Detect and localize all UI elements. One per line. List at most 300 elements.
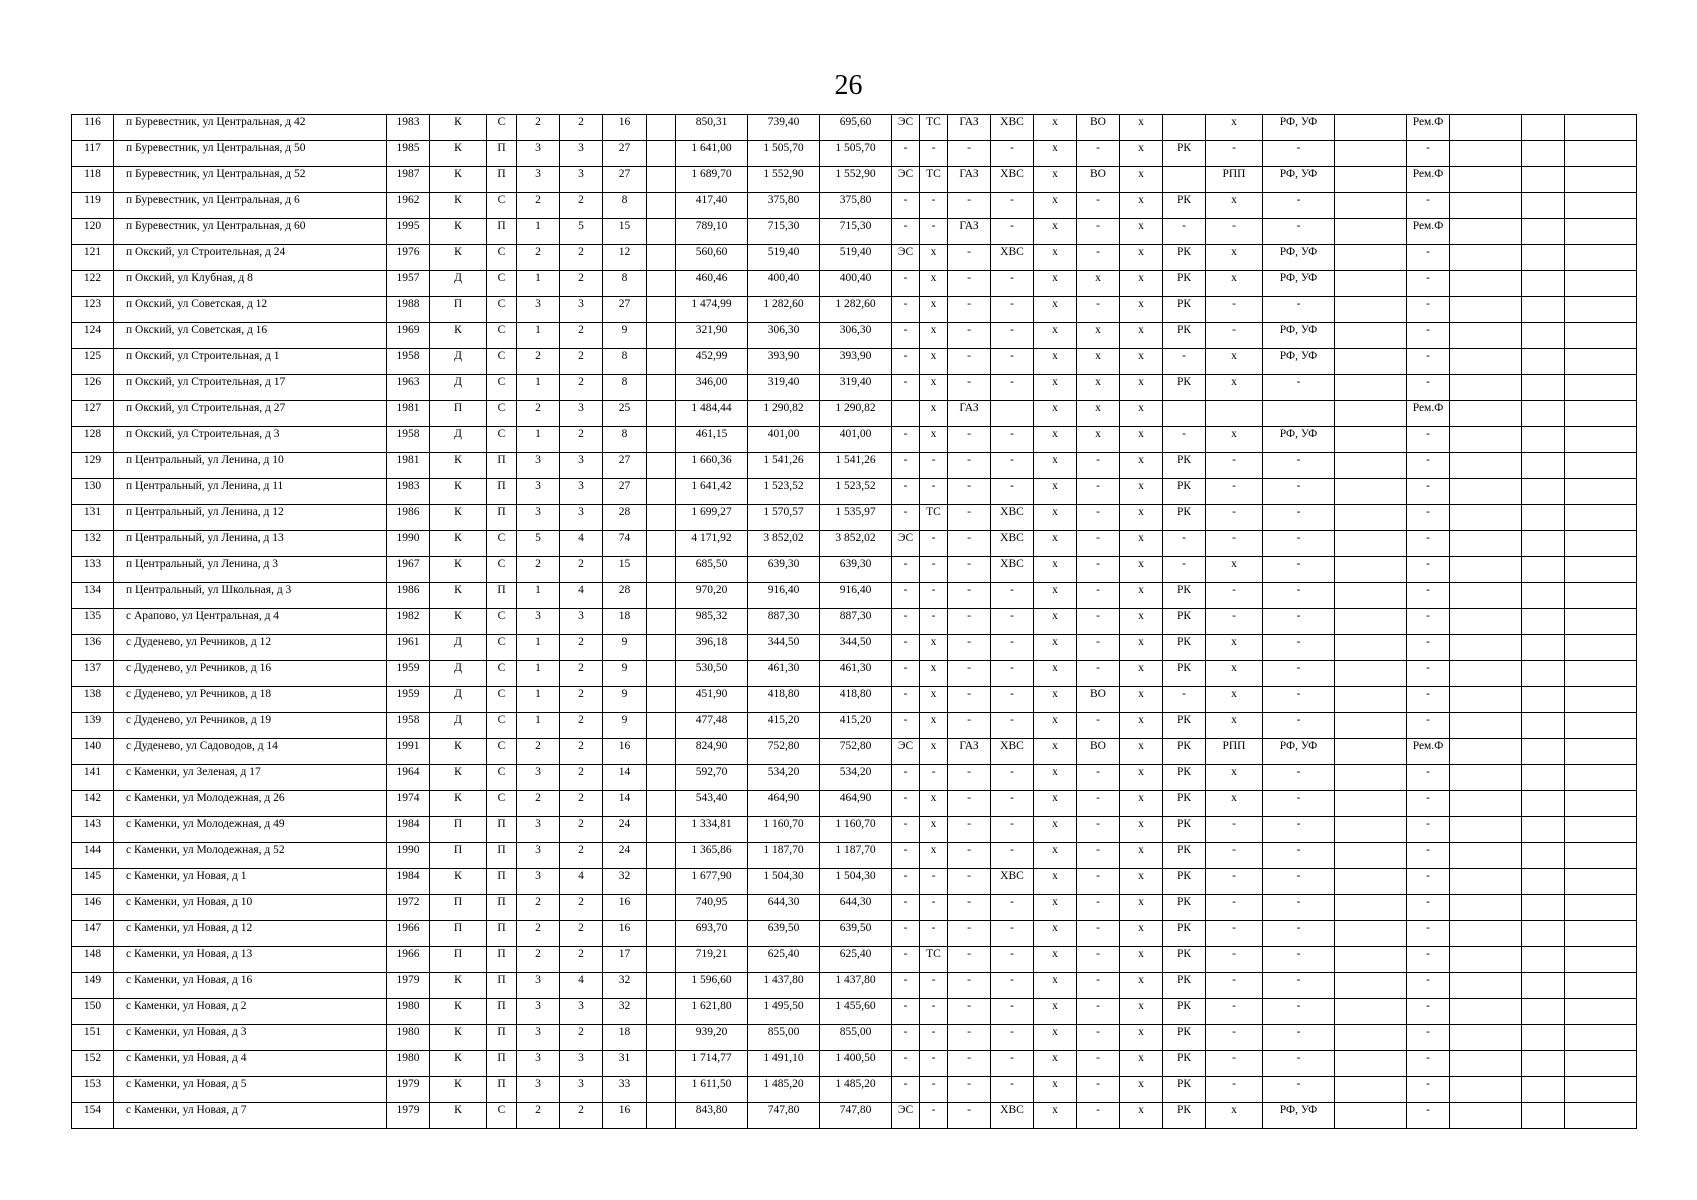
table-cell: - [1407, 921, 1450, 947]
table-cell: - [1407, 947, 1450, 973]
table-cell: х [1034, 1103, 1077, 1129]
table-cell: 3 [517, 1025, 560, 1051]
table-cell: - [892, 661, 920, 687]
table-cell: х [1034, 375, 1077, 401]
table-cell: х [1120, 583, 1163, 609]
table-cell [1450, 1025, 1522, 1051]
table-cell: П [487, 167, 517, 193]
row-number-cell: 138 [72, 687, 114, 713]
table-cell: - [948, 427, 991, 453]
table-cell: - [892, 349, 920, 375]
table-row [72, 635, 1637, 661]
table-cell [1450, 167, 1522, 193]
table-cell [1450, 921, 1522, 947]
table-cell: 1 455,60 [820, 999, 892, 1025]
row-number-cell: 145 [72, 869, 114, 895]
table-cell: 8 [603, 375, 647, 401]
table-cell: 1 474,99 [676, 297, 748, 323]
table-cell: 452,99 [676, 349, 748, 375]
table-cell: 4 171,92 [676, 531, 748, 557]
table-cell: ГАЗ [948, 739, 991, 765]
row-number-cell: 146 [72, 895, 114, 921]
table-cell: 1958 [387, 427, 430, 453]
table-cell: 1962 [387, 193, 430, 219]
table-cell [1522, 323, 1565, 349]
table-cell: - [948, 661, 991, 687]
table-cell: 560,60 [676, 245, 748, 271]
table-cell: 415,20 [748, 713, 820, 739]
table-cell: 1984 [387, 817, 430, 843]
table-row [72, 271, 1637, 297]
table-cell: - [1077, 661, 1120, 687]
table-cell: - [1206, 1077, 1263, 1103]
table-cell: 461,30 [748, 661, 820, 687]
address-cell: п Центральный, ул Ленина, д 3 [114, 557, 387, 583]
table-cell: - [1263, 947, 1335, 973]
table-cell: - [1077, 947, 1120, 973]
table-cell: 1 660,36 [676, 453, 748, 479]
table-cell: х [1034, 297, 1077, 323]
table-cell: ХВС [991, 531, 1034, 557]
table-cell: х [920, 375, 948, 401]
table-cell: 3 [517, 167, 560, 193]
table-cell [1565, 765, 1637, 791]
table-cell: П [487, 583, 517, 609]
table-cell: ЭС [892, 245, 920, 271]
table-cell: х [920, 739, 948, 765]
table-cell: РФ, УФ [1263, 245, 1335, 271]
table-cell: 1991 [387, 739, 430, 765]
address-cell: с Дуденево, ул Речников, д 19 [114, 713, 387, 739]
table-cell: ВО [1077, 739, 1120, 765]
table-cell: РК [1163, 583, 1206, 609]
table-cell: х [1120, 1103, 1163, 1129]
table-cell: 1 689,70 [676, 167, 748, 193]
table-row [72, 583, 1637, 609]
table-cell [1450, 1103, 1522, 1129]
table-cell [1522, 791, 1565, 817]
table-cell: 1967 [387, 557, 430, 583]
table-cell [1522, 817, 1565, 843]
table-cell: - [948, 635, 991, 661]
table-cell: С [487, 687, 517, 713]
table-cell: х [1206, 713, 1263, 739]
table-cell [1522, 349, 1565, 375]
table-cell: 400,40 [820, 271, 892, 297]
table-cell: 685,50 [676, 557, 748, 583]
table-cell [647, 635, 676, 661]
table-cell: 2 [560, 895, 603, 921]
table-cell: - [1263, 531, 1335, 557]
table-cell: 850,31 [676, 115, 748, 141]
table-cell [1565, 427, 1637, 453]
table-cell [1565, 1077, 1637, 1103]
table-cell: П [487, 1025, 517, 1051]
table-cell [647, 973, 676, 999]
table-cell [1565, 1051, 1637, 1077]
table-cell: - [1206, 843, 1263, 869]
table-cell: - [1077, 609, 1120, 635]
table-cell: РК [1163, 141, 1206, 167]
table-cell: С [487, 765, 517, 791]
table-cell [647, 531, 676, 557]
table-cell: С [487, 661, 517, 687]
table-cell: х [1206, 687, 1263, 713]
table-cell: - [948, 843, 991, 869]
table-cell: 916,40 [748, 583, 820, 609]
table-cell [647, 349, 676, 375]
table-row [72, 401, 1637, 427]
table-cell: - [892, 583, 920, 609]
table-cell [1450, 453, 1522, 479]
table-cell: - [1407, 1025, 1450, 1051]
table-cell [1565, 583, 1637, 609]
table-cell [1565, 323, 1637, 349]
table-cell: - [892, 609, 920, 635]
table-cell: РФ, УФ [1263, 323, 1335, 349]
table-cell: ЭС [892, 1103, 920, 1129]
table-cell: - [1407, 453, 1450, 479]
table-cell [1450, 791, 1522, 817]
table-cell: х [1206, 349, 1263, 375]
table-cell: - [1263, 791, 1335, 817]
table-cell: - [991, 193, 1034, 219]
table-cell: 1981 [387, 401, 430, 427]
table-cell: РФ, УФ [1263, 349, 1335, 375]
table-cell: 1986 [387, 583, 430, 609]
table-cell: - [991, 271, 1034, 297]
table-cell [1450, 843, 1522, 869]
table-cell: 1 641,42 [676, 479, 748, 505]
table-cell [1565, 999, 1637, 1025]
table-cell: х [1034, 401, 1077, 427]
table-cell [1335, 843, 1407, 869]
table-cell: - [892, 1025, 920, 1051]
table-cell: - [1206, 505, 1263, 531]
table-cell: 3 [560, 609, 603, 635]
table-cell: С [487, 323, 517, 349]
table-cell: - [920, 999, 948, 1025]
table-cell: 415,20 [820, 713, 892, 739]
table-cell: - [892, 765, 920, 791]
table-cell [1450, 1077, 1522, 1103]
table-cell: - [1407, 817, 1450, 843]
table-cell: К [430, 505, 487, 531]
table-cell: 740,95 [676, 895, 748, 921]
table-cell: 2 [560, 713, 603, 739]
row-number-cell: 144 [72, 843, 114, 869]
table-cell: - [892, 791, 920, 817]
table-cell: 1 504,30 [748, 869, 820, 895]
table-cell: х [1120, 193, 1163, 219]
table-cell: К [430, 765, 487, 791]
table-row [72, 1025, 1637, 1051]
table-cell: 2 [560, 375, 603, 401]
table-cell: 1986 [387, 505, 430, 531]
table-cell: 3 [517, 479, 560, 505]
table-cell: 1 484,44 [676, 401, 748, 427]
table-cell: х [1120, 349, 1163, 375]
table-cell: - [991, 219, 1034, 245]
table-cell: - [948, 141, 991, 167]
table-cell [1522, 661, 1565, 687]
table-cell: 25 [603, 401, 647, 427]
table-cell [1335, 141, 1407, 167]
table-cell: х [1120, 1077, 1163, 1103]
table-cell: 1 621,80 [676, 999, 748, 1025]
table-cell: 1966 [387, 947, 430, 973]
table-cell: РК [1163, 635, 1206, 661]
table-cell: - [991, 635, 1034, 661]
table-cell: х [1120, 141, 1163, 167]
table-cell: 916,40 [820, 583, 892, 609]
table-cell: 1966 [387, 921, 430, 947]
table-cell [647, 245, 676, 271]
table-cell: 719,21 [676, 947, 748, 973]
table-cell: - [948, 999, 991, 1025]
table-cell: - [920, 1051, 948, 1077]
table-cell [1565, 141, 1637, 167]
table-cell [1335, 1051, 1407, 1077]
table-cell: х [1034, 479, 1077, 505]
table-cell [1450, 245, 1522, 271]
address-cell: п Окский, ул Строительная, д 27 [114, 401, 387, 427]
table-cell: 375,80 [748, 193, 820, 219]
table-cell: - [892, 479, 920, 505]
table-cell: ЭС [892, 739, 920, 765]
table-cell: х [1034, 453, 1077, 479]
table-cell: - [991, 323, 1034, 349]
table-cell [1335, 505, 1407, 531]
table-cell [1565, 167, 1637, 193]
table-cell: 3 [560, 999, 603, 1025]
table-cell [1565, 219, 1637, 245]
table-cell: - [1206, 895, 1263, 921]
table-cell [1565, 635, 1637, 661]
table-cell: С [487, 401, 517, 427]
table-cell: - [1407, 1051, 1450, 1077]
table-cell: 1979 [387, 973, 430, 999]
row-number-cell: 127 [72, 401, 114, 427]
row-number-cell: 147 [72, 921, 114, 947]
table-cell: 3 [560, 1051, 603, 1077]
table-cell: х [920, 635, 948, 661]
table-cell: х [1206, 791, 1263, 817]
table-cell: 3 [517, 1077, 560, 1103]
table-cell: РК [1163, 869, 1206, 895]
table-row [72, 141, 1637, 167]
row-number-cell: 124 [72, 323, 114, 349]
table-cell: - [1407, 999, 1450, 1025]
table-cell [1450, 661, 1522, 687]
table-cell: - [1163, 219, 1206, 245]
table-cell: 1 [517, 687, 560, 713]
table-cell: х [1034, 1051, 1077, 1077]
table-cell: ГАЗ [948, 401, 991, 427]
table-cell: П [430, 947, 487, 973]
table-cell: К [430, 583, 487, 609]
address-cell: п Окский, ул Строительная, д 1 [114, 349, 387, 375]
table-cell: - [948, 531, 991, 557]
table-cell: 2 [560, 1025, 603, 1051]
table-cell: - [1407, 687, 1450, 713]
table-cell: 344,50 [748, 635, 820, 661]
table-cell: 1985 [387, 141, 430, 167]
table-cell: 1 541,26 [748, 453, 820, 479]
table-cell: РК [1163, 791, 1206, 817]
address-cell: п Центральный, ул Ленина, д 12 [114, 505, 387, 531]
table-cell: 1 [517, 661, 560, 687]
table-cell: - [892, 635, 920, 661]
table-cell: х [1077, 401, 1120, 427]
table-cell: - [1206, 973, 1263, 999]
table-cell [647, 557, 676, 583]
table-cell [1335, 401, 1407, 427]
table-row [72, 765, 1637, 791]
table-row [72, 115, 1637, 141]
table-cell: - [892, 375, 920, 401]
table-row [72, 999, 1637, 1025]
table-cell: - [1407, 531, 1450, 557]
table-cell [647, 895, 676, 921]
table-cell [1335, 219, 1407, 245]
table-cell: 2 [517, 115, 560, 141]
table-cell [1522, 297, 1565, 323]
table-cell: 4 [560, 583, 603, 609]
table-cell [1163, 115, 1206, 141]
table-cell [991, 401, 1034, 427]
table-cell: 939,20 [676, 1025, 748, 1051]
table-cell: 1958 [387, 349, 430, 375]
table-cell: - [991, 1051, 1034, 1077]
table-cell [1450, 141, 1522, 167]
table-cell: 1984 [387, 869, 430, 895]
table-cell: - [1407, 895, 1450, 921]
table-cell [1163, 401, 1206, 427]
table-cell: 401,00 [748, 427, 820, 453]
table-cell [1450, 713, 1522, 739]
table-cell: х [1034, 193, 1077, 219]
table-cell: х [920, 817, 948, 843]
table-cell: - [948, 921, 991, 947]
table-cell [1335, 1077, 1407, 1103]
table-cell [1565, 843, 1637, 869]
table-cell: - [948, 193, 991, 219]
table-cell: - [1407, 1103, 1450, 1129]
table-cell: х [1034, 791, 1077, 817]
address-cell: с Арапово, ул Центральная, д 4 [114, 609, 387, 635]
table-cell: 715,30 [820, 219, 892, 245]
table-cell: 530,50 [676, 661, 748, 687]
table-cell: 747,80 [748, 1103, 820, 1129]
table-cell: 3 [560, 297, 603, 323]
table-cell: 639,30 [748, 557, 820, 583]
table-cell: - [1407, 505, 1450, 531]
table-cell: - [1163, 531, 1206, 557]
table-cell: РК [1163, 921, 1206, 947]
table-cell: 3 [517, 843, 560, 869]
table-cell [1450, 401, 1522, 427]
table-cell: х [1120, 245, 1163, 271]
table-cell: - [991, 817, 1034, 843]
table-cell: х [1120, 453, 1163, 479]
table-cell: 855,00 [820, 1025, 892, 1051]
table-cell: П [430, 895, 487, 921]
table-cell [647, 479, 676, 505]
table-cell: х [920, 297, 948, 323]
table-cell: РК [1163, 193, 1206, 219]
table-cell: 887,30 [820, 609, 892, 635]
table-cell: С [487, 297, 517, 323]
table-cell: 639,50 [748, 921, 820, 947]
table-cell: ХВС [991, 739, 1034, 765]
table-cell [647, 713, 676, 739]
table-cell: 2 [560, 115, 603, 141]
table-cell: х [1120, 323, 1163, 349]
address-cell: п Окский, ул Строительная, д 17 [114, 375, 387, 401]
table-cell: - [892, 895, 920, 921]
table-cell: 2 [560, 635, 603, 661]
table-cell [1335, 973, 1407, 999]
table-cell [1335, 713, 1407, 739]
table-row [72, 609, 1637, 635]
table-cell: 464,90 [748, 791, 820, 817]
table-cell: РФ, УФ [1263, 427, 1335, 453]
table-cell: Д [430, 271, 487, 297]
table-cell: С [487, 271, 517, 297]
table-cell: РК [1163, 375, 1206, 401]
table-cell: - [1407, 869, 1450, 895]
address-cell: с Каменки, ул Молодежная, д 52 [114, 843, 387, 869]
table-cell: - [892, 505, 920, 531]
table-cell [892, 401, 920, 427]
table-cell: - [948, 1077, 991, 1103]
row-number-cell: 128 [72, 427, 114, 453]
table-cell [647, 427, 676, 453]
table-cell: х [1206, 193, 1263, 219]
table-cell: - [1206, 141, 1263, 167]
table-cell: 3 852,02 [748, 531, 820, 557]
table-cell: 752,80 [820, 739, 892, 765]
table-cell: - [948, 375, 991, 401]
table-cell: 2 [560, 765, 603, 791]
table-cell: ЭС [892, 115, 920, 141]
table-cell: - [892, 973, 920, 999]
table-cell: - [991, 947, 1034, 973]
address-cell: п Окский, ул Советская, д 16 [114, 323, 387, 349]
table-cell: 1 485,20 [820, 1077, 892, 1103]
table-cell: 715,30 [748, 219, 820, 245]
table-cell: - [1206, 453, 1263, 479]
table-cell: С [487, 349, 517, 375]
table-row [72, 219, 1637, 245]
table-row [72, 843, 1637, 869]
table-cell [1522, 427, 1565, 453]
address-cell: п Буревестник, ул Центральная, д 6 [114, 193, 387, 219]
table-cell: 1 [517, 271, 560, 297]
table-cell: ХВС [991, 505, 1034, 531]
table-cell [647, 297, 676, 323]
table-cell: х [920, 687, 948, 713]
table-cell: - [1206, 323, 1263, 349]
table-cell: 8 [603, 427, 647, 453]
table-cell: К [430, 531, 487, 557]
table-cell: 8 [603, 271, 647, 297]
table-cell: - [948, 505, 991, 531]
table-cell: 1 714,77 [676, 1051, 748, 1077]
table-cell: П [430, 817, 487, 843]
table-cell: 644,30 [748, 895, 820, 921]
